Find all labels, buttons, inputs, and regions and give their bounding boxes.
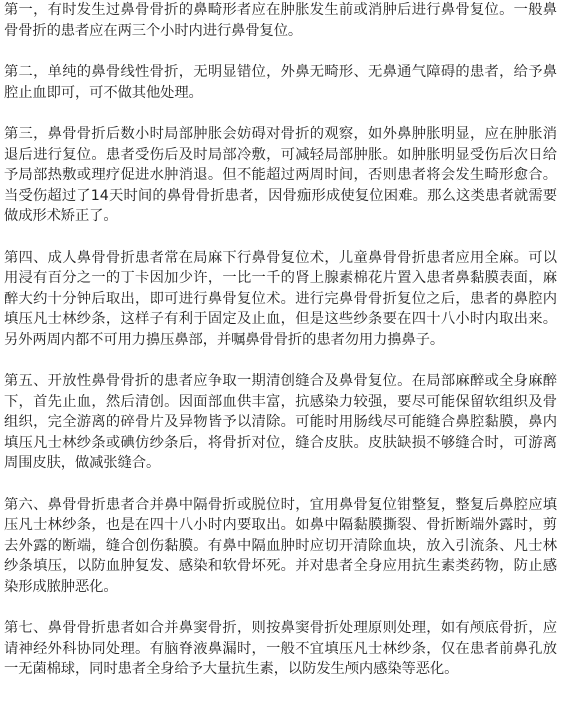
paragraph-7: 第七、鼻骨骨折患者如合并鼻窦骨折，则按鼻窦骨折处理原则处理，如有颅底骨折，应请神经外科协同处理。有脑脊液鼻漏时，一般不宜填压凡士林纱条，仅在患者前鼻孔放一无菌棉球，同时患者全身给予大量抗生素，以防发生颅内感染等恶化。 [4, 620, 557, 677]
article-body [4, 0, 557, 701]
paragraph-4: 第四、成人鼻骨骨折患者常在局麻下行鼻骨复位术，儿童鼻骨骨折患者应用全麻。可以用浸有百分之一的丁卡因加少许，一比一千的肾上腺素棉花片置入患者鼻黏膜表面，麻醉大约十分钟后取出，即可进行鼻骨复位术。进行完鼻骨骨折复位之后，患者的鼻腔内填压凡士林纱条，这样子有利于固定及止血，但是这些纱条要在四十八小时内取出来。另外两周内都不可用力擤压鼻部，并嘱鼻骨骨折的患者勿用力擤鼻子。 [4, 249, 557, 348]
paragraph-5: 第五、开放性鼻骨骨折的患者应争取一期清创缝合及鼻骨复位。在局部麻醉或全身麻醉下，首先止血，然后清创。因面部血供丰富，抗感染力较强，要尽可能保留软组织及骨组织，完全游离的碎骨片及异物皆予以清除。可能时用肠线尽可能缝合鼻腔黏膜，鼻内填压凡士林纱条或碘仿纱条后，将骨折对位，缝合皮肤。皮肤缺损不够缝合时，可游离周围皮肤，做减张缝合。 [4, 373, 557, 471]
paragraph-3: 第三，鼻骨骨折后数小时局部肿胀会妨碍对骨折的观察，如外鼻肿胀明显，应在肿胀消退后进行复位。患者受伤后及时局部冷敷，可减轻局部肿胀。如肿胀明显受伤后次日给予局部热敷或理疗促进水肿消退。但不能超过两周时间，否则患者将会发生畸形愈合。当受伤超过了14天时间的鼻骨骨折患者，因骨痂形成使复位困难。那么这类患者就需要做成形术矫正了。 [4, 126, 557, 224]
paragraph-1: 第一，有时发生过鼻骨骨折的鼻畸形者应在肿胀发生前或消肿后进行鼻骨复位。一般鼻骨骨折的患者应在两三个小时内进行鼻骨复位。 [4, 2, 557, 39]
paragraph-2: 第二，单纯的鼻骨线性骨折，无明显错位，外鼻无畸形、无鼻通气障碍的患者，给予鼻腔止血即可，可不做其他处理。 [4, 64, 557, 101]
paragraph-6: 第六、鼻骨骨折患者合并鼻中隔骨折或脱位时，宜用鼻骨复位钳整复，整复后鼻腔应填压凡士林纱条，也是在四十八小时内要取出。如鼻中隔黏膜撕裂、骨折断端外露时，剪去外露的断端，缝合创伤黏膜。有鼻中隔血肿时应切开清除血块，放入引流条、凡士林纱条填压，以防血肿复发、感染和软骨坏死。并对患者全身应用抗生素类药物，防止感染形成脓肿恶化。 [4, 496, 557, 595]
